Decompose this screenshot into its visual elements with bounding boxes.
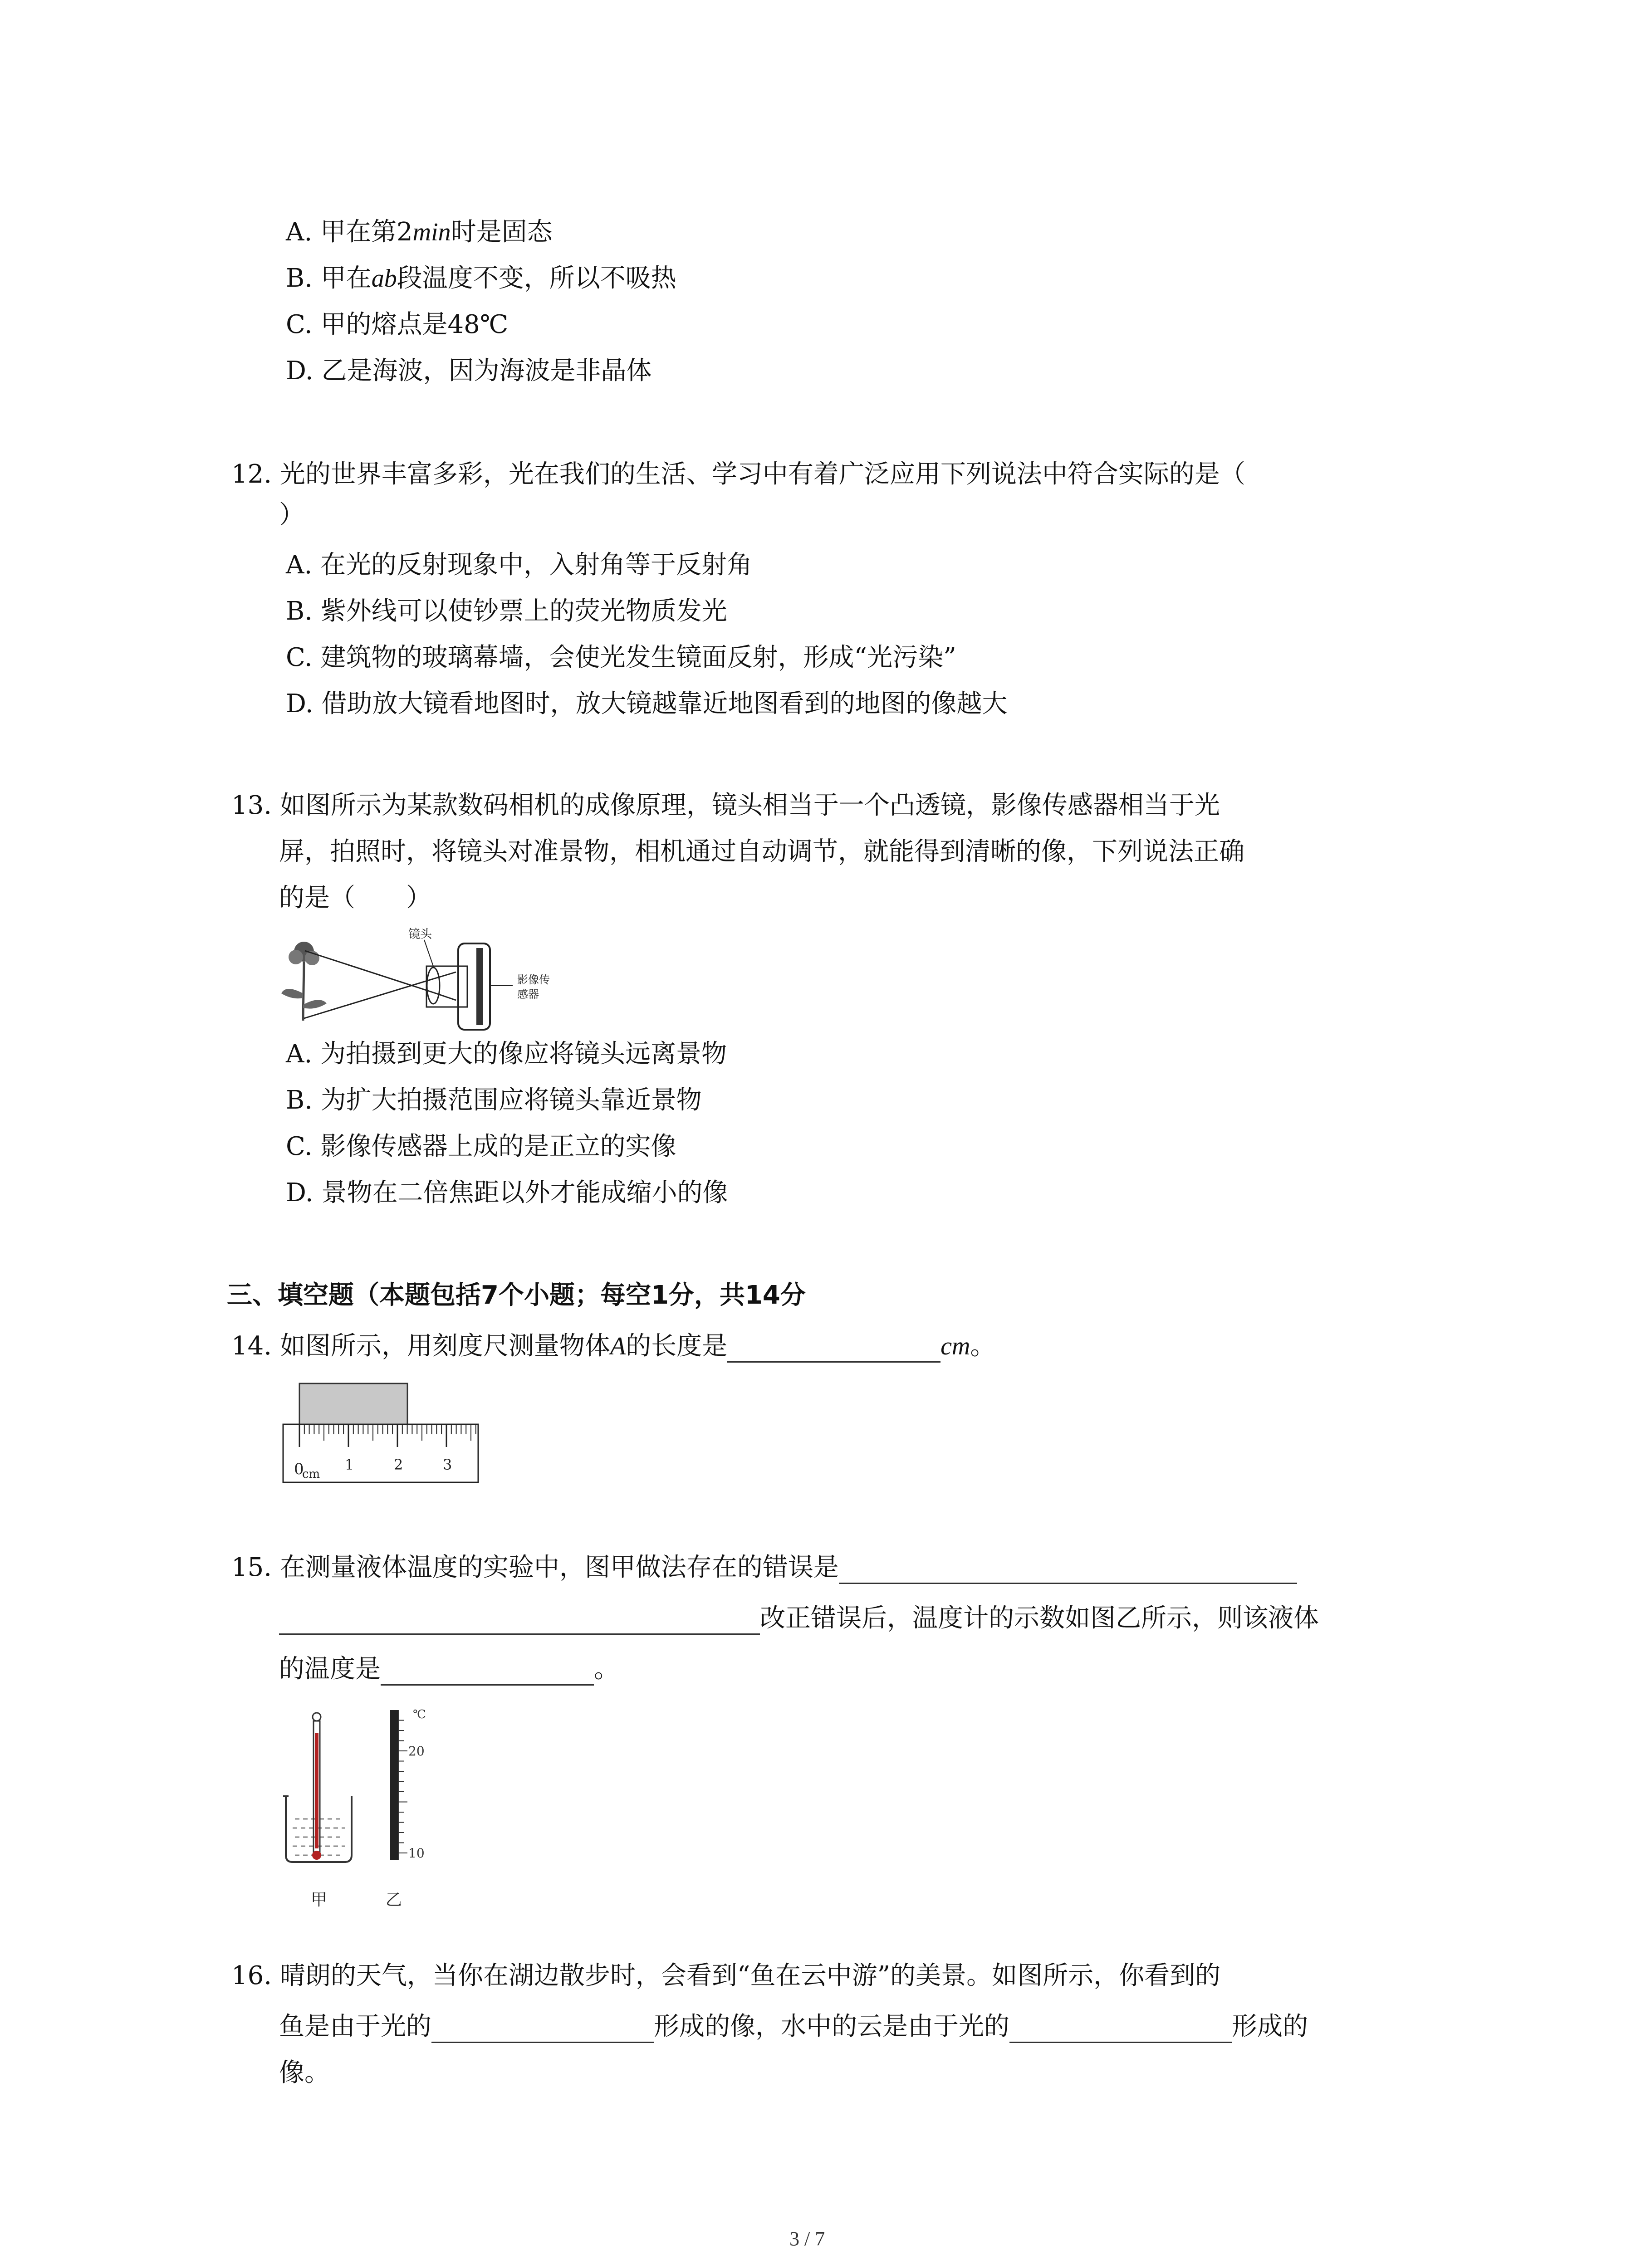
q11-option-a: A. 甲在第2min时是固态	[286, 217, 553, 247]
ruler-label-3: 3	[443, 1456, 452, 1473]
q15-answer-blank-1[interactable]	[839, 1556, 1297, 1584]
q12-option-a: A. 在光的反射现象中，入射角等于反射角	[286, 550, 753, 580]
q12-option-d: D. 借助放大镜看地图时，放大镜越靠近地图看到的地图的像越大	[286, 689, 1008, 719]
ruler-label-cm: cm	[302, 1467, 320, 1481]
q11-option-b: B. 甲在ab段温度不变，所以不吸热	[286, 264, 676, 293]
q12-option-c: C. 建筑物的玻璃幕墙，会使光发生镜面反射，形成“光污染”	[286, 643, 956, 672]
q13-stem-line-2: 屏，拍照时，将镜头对准景物，相机通过自动调节，就能得到清晰的像，下列说法正确	[279, 837, 1244, 866]
q16-line-3: 像。	[279, 2058, 330, 2087]
fig-label-jia: 甲	[311, 1891, 328, 1909]
section-3-heading: 三、填空题（本题包括7个小题；每空1分，共14分	[227, 1281, 806, 1310]
fig-label-yi: 乙	[386, 1891, 402, 1909]
lens-label: 镜头	[408, 928, 432, 941]
camera-diagram	[277, 925, 585, 1048]
sensor-label-1: 影像传	[517, 973, 550, 986]
ruler-label-0: 0	[294, 1460, 304, 1478]
flower-icon	[281, 942, 327, 1021]
q13-option-d: D. 景物在二倍焦距以外才能成缩小的像	[286, 1178, 728, 1207]
thermo-label-20: 20	[408, 1744, 425, 1759]
q12-option-b: B. 紫外线可以使钞票上的荧光物质发光	[286, 596, 727, 626]
page-number: 3 / 7	[789, 2228, 825, 2250]
thermometer-scale-icon	[390, 1708, 426, 1861]
q13-stem-line-1: 13. 如图所示为某款数码相机的成像原理，镜头相当于一个凸透镜，影像传感器相当于光	[231, 791, 1220, 820]
thermo-label-10: 10	[408, 1846, 425, 1861]
q15-line-1: 15. 在测量液体温度的实验中，图甲做法存在的错误是	[231, 1551, 1297, 1584]
q15-line-3: 的温度是 。	[279, 1653, 619, 1686]
beaker-with-thermometer-icon	[283, 1713, 352, 1862]
q15-line-2: 改正错误后，温度计的示数如图乙所示，则该液体	[279, 1602, 1319, 1635]
thermometer-diagram	[277, 1706, 485, 1914]
thermo-unit-label: ℃	[413, 1708, 426, 1721]
q14-stem: 14. 如图所示，用刻度尺测量物体A的长度是 cm。	[231, 1330, 995, 1363]
ruler-ticks	[299, 1424, 476, 1447]
ruler-diagram	[281, 1379, 481, 1488]
q12-stem-line-2: ）	[279, 500, 304, 530]
q16-line-2: 鱼是由于光的 形成的像，水中的云是由于光的 形成的	[279, 2010, 1308, 2043]
q13-option-c: C. 影像传感器上成的是正立的实像	[286, 1132, 676, 1161]
q16-line-1: 16. 晴朗的天气，当你在湖边散步时，会看到“鱼在云中游”的美景。如图所示，你看到的	[231, 1961, 1221, 1990]
sensor-label-2: 感器	[517, 988, 539, 1001]
ruler-label-2: 2	[394, 1456, 403, 1473]
ruler-label-1: 1	[345, 1456, 354, 1473]
q11-option-c: C. 甲的熔点是48℃	[286, 310, 509, 339]
q12-stem-line-1: 12. 光的世界丰富多彩，光在我们的生活、学习中有着广泛应用下列说法中符合实际的是（	[231, 459, 1245, 489]
q14-answer-blank[interactable]	[727, 1335, 941, 1363]
q13-option-a: A. 为拍摄到更大的像应将镜头远离景物	[286, 1039, 727, 1069]
q15-answer-blank-2[interactable]	[381, 1658, 594, 1686]
q15-answer-blank-1-cont[interactable]	[279, 1607, 760, 1635]
q11-option-d: D. 乙是海波，因为海波是非晶体	[286, 356, 652, 386]
q13-stem-line-3: 的是（ ）	[279, 883, 431, 913]
object-a-block	[299, 1383, 407, 1424]
q16-answer-blank-1[interactable]	[431, 2015, 654, 2043]
q16-answer-blank-2[interactable]	[1009, 2015, 1232, 2043]
q13-option-b: B. 为扩大拍摄范围应将镜头靠近景物	[286, 1085, 702, 1115]
lens-icon	[427, 968, 440, 1004]
